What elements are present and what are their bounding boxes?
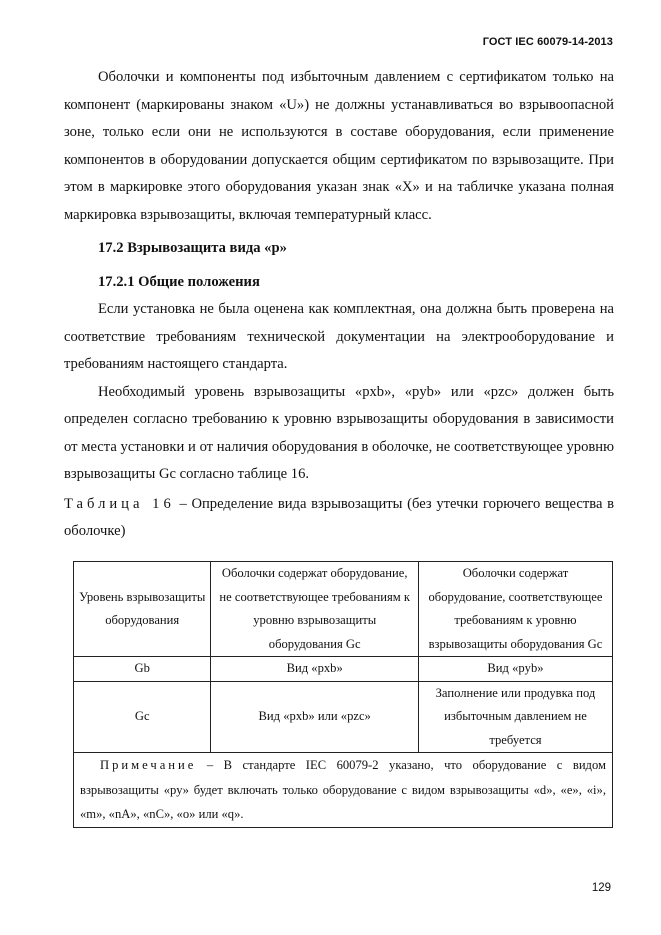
table-caption-text: – Определение вида взрывозащиты (без утечки горючего вещества в оболочке) xyxy=(64,495,614,539)
header-cell-level: Уровень взрывозащиты оборудования xyxy=(74,562,211,657)
paragraph-enclosures: Оболочки и компоненты под избыточным давлением с сертификатом только на компонент (маркированы знаком «U») не должны устанавливаться во взрывоопасной зоне, только если они не используются в составе оборудования, если применение компонентов в оборудовании допускается общим сертификатом по взрывозащите. При этом в маркировке этого оборудования указан знак «X» и на табличке указана полная маркировка взрывозащиты, включая температурный класс. xyxy=(64,69,614,223)
table-cell: Gb xyxy=(74,657,211,682)
table-caption-label: Таблица 16 xyxy=(64,495,175,512)
table-header-row xyxy=(74,562,613,657)
table-cell: Вид «pyb» xyxy=(418,657,612,682)
header-cell-compliant: Оболочки содержат оборудование, соответствующее требованиям к уровню взрывозащиты оборудования Gc xyxy=(418,562,612,657)
table-cell: Заполнение или продувка под избыточным давлением не требуется xyxy=(418,681,612,753)
table-cell: Вид «pxb» xyxy=(211,657,419,682)
protection-type-table xyxy=(73,561,613,828)
table-note-row xyxy=(74,753,613,828)
note-label: Примечание xyxy=(100,758,197,772)
paragraph-protection-level: Необходимый уровень взрывозащиты «pxb», «pyb» или «pzc» должен быть определен согласно требованию к уровню взрывозащиты оборудования в зависимости от места установки и от наличия оборудования в оболочке, не соответствующее уровню взрывозащиты Gc согласно таблице 16. xyxy=(64,383,614,482)
document-header: ГОСТ IEC 60079-14-2013 xyxy=(482,36,613,48)
header-cell-noncompliant: Оболочки содержат оборудование, не соответствующее требованиям к уровню взрывозащиты оборудования Gc xyxy=(211,562,419,657)
table-cell: Gc xyxy=(74,681,211,753)
page-number: 129 xyxy=(591,882,611,894)
table-caption xyxy=(64,491,614,545)
table-cell: Вид «pxb» или «pzc» xyxy=(211,681,419,753)
note-text: – В стандарте IEC 60079-2 указано, что оборудование с видом взрывозащиты «py» будет включать только оборудование с видом взрывозащиты «d», «e», «i», «m», «nA», «nC», «o» или «q». xyxy=(80,758,606,821)
section-heading-17-2: 17.2 Взрывозащита вида «p» xyxy=(98,240,287,256)
table-note xyxy=(74,753,613,828)
table-row xyxy=(74,681,613,753)
paragraph-installation: Если установка не была оценена как комплектная, она должна быть проверена на соответствие требованиям технической документации на электрооборудование и требованиям настоящего стандарта. xyxy=(64,301,614,372)
document-body xyxy=(64,64,614,545)
subsection-heading-17-2-1: 17.2.1 Общие положения xyxy=(98,273,260,290)
table-row xyxy=(74,657,613,682)
